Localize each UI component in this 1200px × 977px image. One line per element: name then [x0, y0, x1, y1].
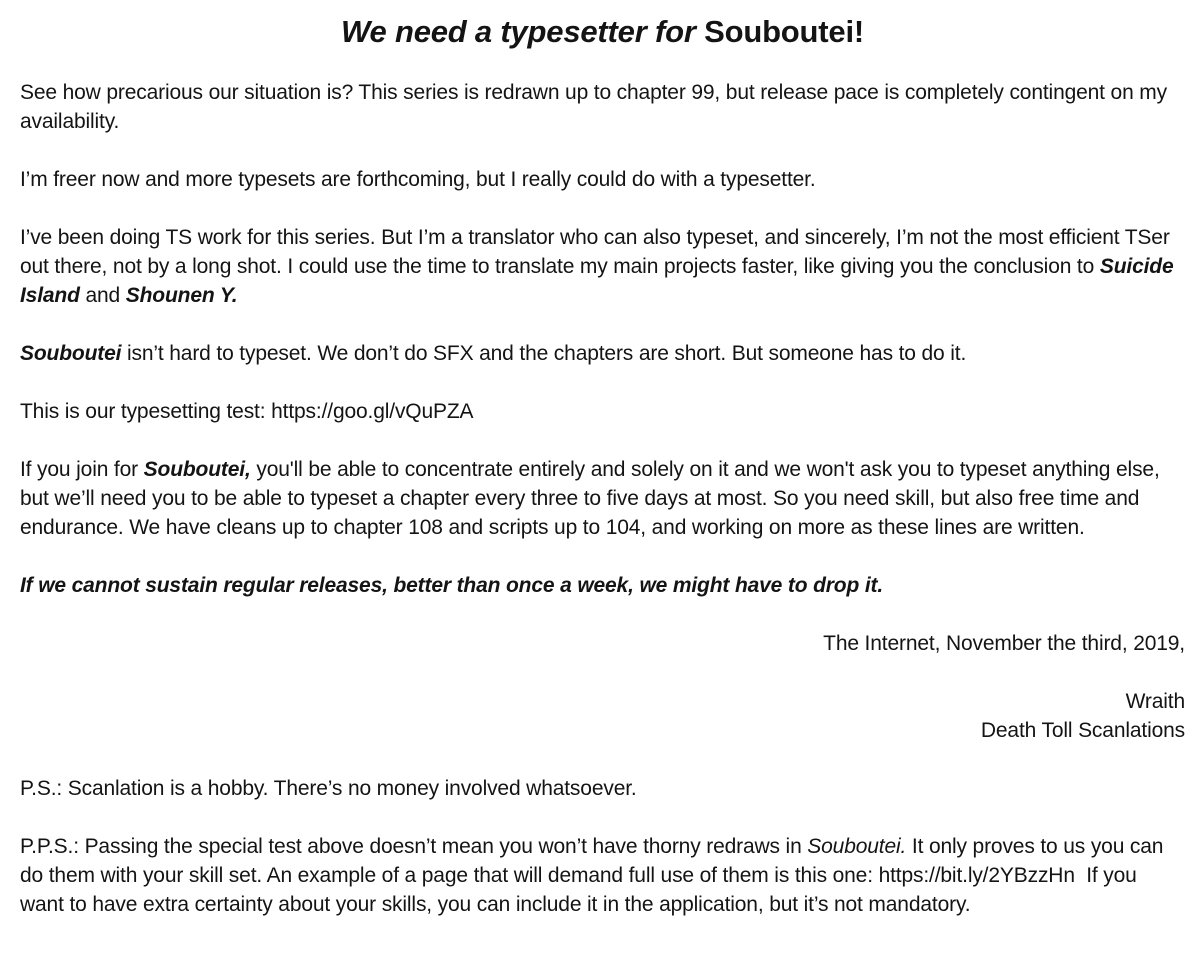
paragraph: [20, 165, 1185, 194]
text-run: I’m freer now and more typesets are forthcoming, but I really could do with a typesetter.: [20, 168, 816, 191]
paragraph: [20, 774, 1185, 803]
text-run: See how precarious our situation is? This series is redrawn up to chapter 99, but release pace is completely contingent on my availability.: [20, 81, 1173, 133]
text-run: Wraith: [1125, 690, 1185, 713]
paragraph: [20, 687, 1185, 745]
emphasis-text: Souboutei,: [143, 458, 251, 481]
text-run: This is our typesetting test: https://goo.gl/vQuPZA: [20, 400, 474, 423]
text-run: I’ve been doing TS work for this series. But I’m a translator who can also typeset, and sincerely, I’m not the most efficient TSer out there, not by a long shot. I could use the time to translate my main projects faster, like giving you the conclusion to: [20, 226, 1176, 278]
text-run: If you join for: [20, 458, 144, 481]
emphasis-text: Souboutei!: [704, 14, 864, 49]
emphasis-text: If we cannot sustain regular releases, better than once a week, we might have to drop it.: [20, 574, 884, 597]
emphasis-text: Shounen Y.: [125, 284, 238, 307]
paragraph: [20, 339, 1185, 368]
document-body: [20, 78, 1185, 919]
text-run: P.S.: Scanlation is a hobby. There’s no money involved whatsoever.: [20, 777, 637, 800]
text-run: you'll be able to concentrate entirely and solely on it and we won't ask you to typeset anything else, but we’ll need you to be able to typeset a chapter every three to five days at most. So you need skill, but also free time and endurance. We have cleans up to chapter 108 and scripts up to 104, and working on more as these lines are written.: [20, 458, 1166, 539]
paragraph: [20, 455, 1185, 542]
paragraph: [20, 629, 1185, 658]
paragraph: [20, 78, 1185, 136]
paragraph: [20, 571, 1185, 600]
paragraph: [20, 832, 1185, 919]
emphasis-text: Souboutei.: [807, 835, 907, 858]
paragraph: [20, 223, 1185, 310]
text-run: P.P.S.: Passing the special test above doesn’t mean you won’t have thorny redraws in: [20, 835, 808, 858]
text-run: and: [79, 284, 126, 307]
emphasis-text: Suicide Island: [20, 255, 1180, 307]
text-run: It only proves to us you can do them with your skill set. An example of a page that will demand full use of them is this one: https://bit.ly/2YBzzHn If you want to have extra certainty about your skills, you can include it in the application, but it’s not mandatory.: [20, 835, 1170, 916]
emphasis-text: Souboutei: [20, 342, 122, 365]
text-run: isn’t hard to typeset. We don’t do SFX and the chapters are short. But someone has to do it.: [121, 342, 967, 365]
text-run: The Internet, November the third, 2019,: [823, 632, 1185, 655]
emphasis-text: We need a typesetter for: [341, 14, 705, 49]
paragraph: [20, 397, 1185, 426]
text-run: Death Toll Scanlations: [980, 719, 1185, 742]
page-title: [20, 14, 1185, 50]
